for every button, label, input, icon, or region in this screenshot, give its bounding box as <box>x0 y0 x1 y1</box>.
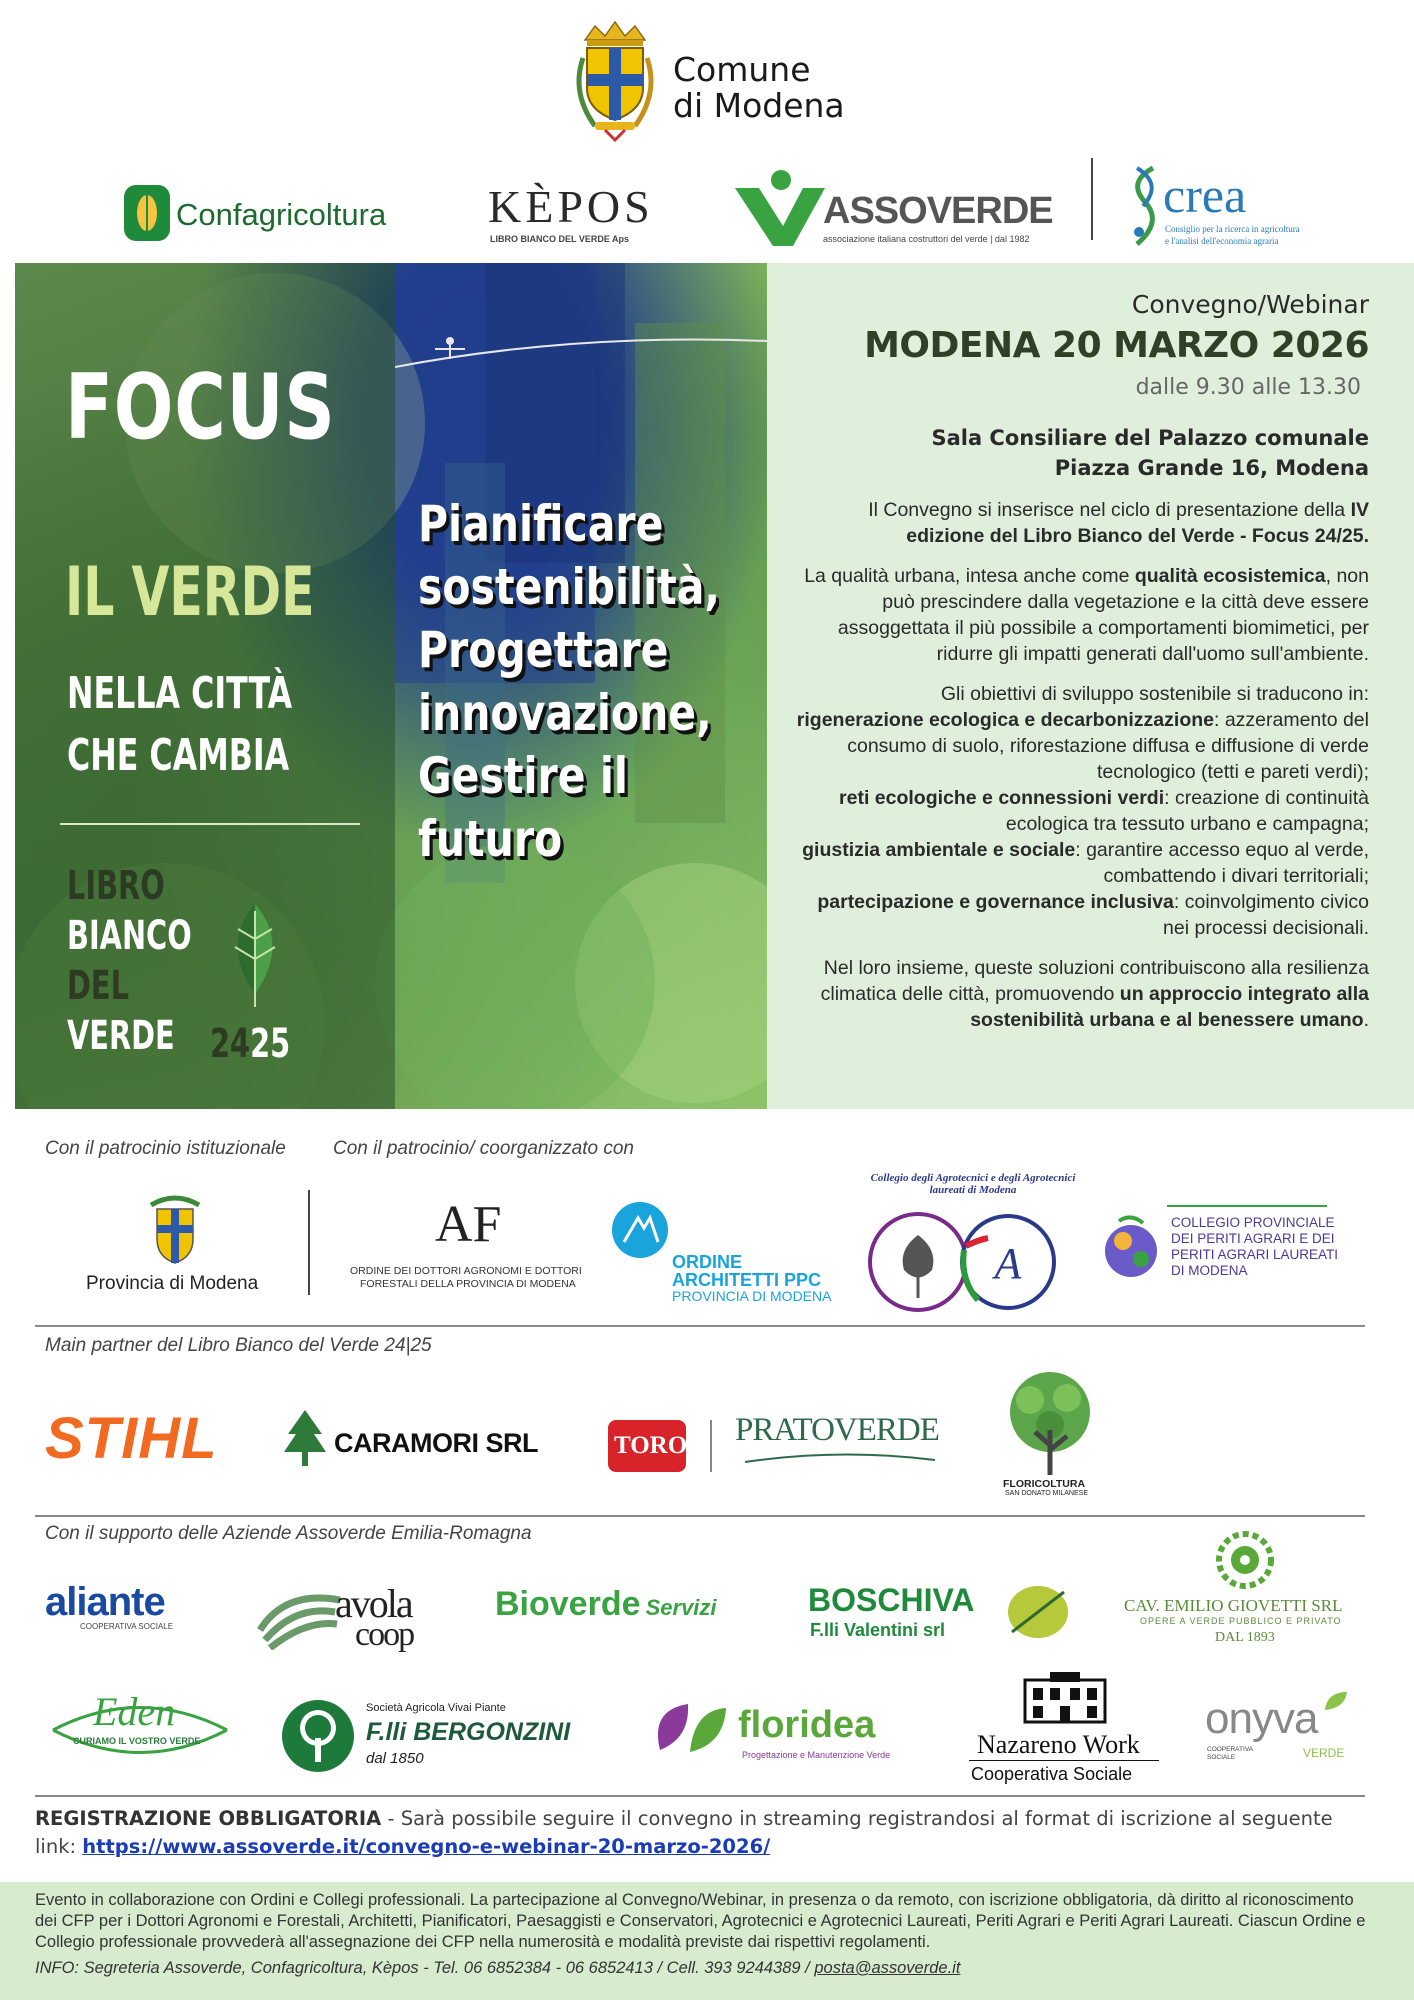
architetti-logo <box>610 1200 840 1305</box>
conclusion-text-c: . <box>1363 1009 1369 1031</box>
pratoverde-swoosh-icon <box>745 1452 935 1468</box>
objective-1-text: : azzeramento del consumo di suolo, riforestazione diffusa e diffusione di verde tecnologico (tetti e pareti verdi); <box>847 709 1369 783</box>
tagline-line-4: innovazione, <box>418 684 712 742</box>
avola-line-1: avola <box>335 1581 412 1626</box>
objective-3-text: : garantire accesso equo al verde, combattendo i divari territoriali; <box>1075 839 1369 887</box>
quality-paragraph <box>789 563 1369 667</box>
onyva-sub-3: VERDE <box>1303 1746 1345 1760</box>
bergonzini-line-1: Società Agricola Vivai Piante <box>366 1702 506 1714</box>
floridea-name: floridea <box>738 1704 876 1746</box>
footer-contacts: INFO: Segreteria Assoverde, Confagricoltura, Kèpos - Tel. 06 6852384 - 06 6852413 / Cell. 393 9244389 / <box>35 1959 815 1977</box>
pratoverde-logo <box>735 1412 945 1472</box>
architetti-line-2: ARCHITETTI PPC <box>672 1270 822 1290</box>
objectives-intro: Gli obiettivi di sviluppo sostenibile si traducono in: <box>940 683 1369 705</box>
assoverde-subtitle: associazione italiana costruttori del verde | dal 1982 <box>823 234 1030 244</box>
onyva-logo <box>1205 1690 1355 1770</box>
tree-icon <box>995 1370 1105 1480</box>
giovetti-line-1: CAV. EMILIO GIOVETTI SRL <box>1124 1596 1343 1615</box>
intro-bold: IV edizione del Libro Bianco del Verde - Focus 24/25. <box>906 499 1369 547</box>
footer-email-link[interactable]: posta@assoverde.it <box>814 1959 961 1977</box>
nazareno-subtitle: Cooperativa Sociale <box>971 1764 1133 1784</box>
crea-subtitle-2: e l'analisi dell'economia agraria <box>1165 236 1279 246</box>
footer-info <box>35 1958 1380 1979</box>
agrotecnici-name: Collegio degli Agrotecnici e degli Agrotecnici laureati di Modena <box>870 1172 1076 1196</box>
boschiva-subtitle: F.lli Valentini srl <box>810 1620 946 1640</box>
top-sponsors-row <box>0 150 1414 260</box>
focus-banner <box>15 263 767 1109</box>
eden-subtitle: CURIAMO IL VOSTRO VERDE <box>73 1736 201 1746</box>
event-venue <box>789 423 1369 483</box>
libro-line-1: LIBRO <box>67 863 165 909</box>
aliante-subtitle: COOPERATIVA SOCIALE <box>80 1622 174 1631</box>
citta-line-2: CHE CAMBIA <box>67 730 290 781</box>
bergonzini-line-3: dal 1850 <box>366 1750 424 1767</box>
agronomi-line-1: ORDINE DEI DOTTORI AGRONOMI E DOTTORI <box>350 1265 582 1277</box>
assoverde-logo <box>733 168 1053 248</box>
label-main-partner: Main partner del Libro Bianco del Verde 24|25 <box>45 1335 432 1356</box>
tagline-line-6: futuro <box>418 810 563 868</box>
event-type: Convegno/Webinar <box>1131 290 1369 319</box>
bioverde-logo <box>495 1585 765 1635</box>
bergonzini-tree-icon <box>280 1698 356 1774</box>
avola-coop-logo <box>255 1580 435 1660</box>
periti-rule <box>1167 1205 1327 1207</box>
floricoltura-logo <box>995 1370 1105 1500</box>
nazareno-work-logo <box>965 1670 1165 1785</box>
crea-subtitle-1: Consiglio per la ricerca in agricoltura <box>1165 224 1300 234</box>
tightrope-walker-icon <box>395 323 767 373</box>
floricoltura-line-1: FLORICOLTURA <box>1003 1478 1086 1490</box>
tagline-line-5: Gestire il <box>418 747 628 805</box>
toro-logo <box>608 1420 694 1472</box>
floridea-logo <box>650 1700 920 1770</box>
giovetti-line-2: OPERE A VERDE PUBBLICO E PRIVATO <box>1140 1616 1342 1626</box>
onyva-sub-1: COOPERATIVA <box>1207 1746 1253 1753</box>
kepos-logo <box>488 180 668 250</box>
footer-cfp-text: Evento in collaborazione con Ordini e Collegi professionali. La partecipazione al Convegno/Webinar, in presenza o da remoto, con iscrizione obbligatoria, dà diritto al riconoscimento dei CFP per i Dottori Agronomi e Forestali, Architetti, Pianificatori, Paesaggisti e Conservatori, Agrotecnici e Agrotecnici Laureati, Periti Agrari e Periti Agrari Laureati. Ciascun Ordine e Collegio professionale provvederà all'assegnazione dei CFP nella numerosità e modalità previste dai rispettivi regolamenti. <box>35 1891 1366 1951</box>
supporters-separator <box>35 1795 1365 1797</box>
libro-bianco-title <box>67 861 192 1061</box>
patronage-divider <box>308 1190 310 1295</box>
modena-crest-icon <box>565 18 665 143</box>
periti-globe-icon <box>1103 1211 1163 1286</box>
agronomi-logo <box>350 1195 600 1295</box>
nazareno-name: Nazareno Work <box>977 1730 1140 1759</box>
event-info-panel <box>767 263 1414 1109</box>
periti-line-4: DI MODENA <box>1171 1263 1248 1278</box>
quality-text-a: La qualità urbana, intesa anche come <box>804 565 1135 587</box>
banner-divider <box>60 823 360 825</box>
floridea-leaf-icon <box>650 1700 730 1760</box>
label-patrocinio-istituzionale: Con il patrocinio istituzionale <box>45 1138 286 1159</box>
libro-line-2: BIANCO <box>67 913 192 959</box>
intro-text: Il Convegno si inserisce nel ciclo di presentazione della <box>868 499 1351 521</box>
bergonzini-logo <box>280 1698 620 1778</box>
caramori-name: CARAMORI SRL <box>334 1428 538 1458</box>
objective-2-text: : creazione di continuità ecologica tra tessuto urbano e campagna; <box>1005 787 1369 835</box>
il-verde-title: IL VERDE <box>65 553 315 632</box>
provincia-modena-logo <box>80 1195 270 1300</box>
patronage-separator <box>35 1325 1365 1327</box>
floricoltura-line-2: SAN DONATO MILANESE <box>1005 1490 1088 1497</box>
provincia-name: Provincia di Modena <box>86 1273 259 1294</box>
crea-helix-icon <box>1125 162 1165 252</box>
comune-line-2: di Modena <box>673 86 845 125</box>
intro-paragraph <box>789 497 1369 549</box>
objectives-paragraph <box>789 681 1369 941</box>
onyva-leaf-icon <box>1323 1690 1349 1712</box>
comune-line-1: Comune <box>673 50 811 89</box>
wheat-icon <box>122 183 172 243</box>
nazareno-rule <box>969 1760 1159 1761</box>
objective-2-title: reti ecologiche e connessioni verdi <box>839 787 1165 809</box>
assoverde-name: ASSOVERDE <box>823 190 1053 232</box>
banner-tagline <box>418 493 720 871</box>
libro-line-3: DEL <box>67 963 129 1009</box>
onyva-sub-2: SOCIALE <box>1207 1754 1236 1761</box>
architetti-line-1: ORDINE <box>672 1252 743 1272</box>
agronomi-af-mark: AF <box>435 1196 502 1253</box>
venue-line-1: Sala Consiliare del Palazzo comunale <box>931 426 1369 450</box>
architetti-line-3: PROVINCIA DI MODENA <box>672 1288 832 1304</box>
svg-text:A: A <box>994 1239 1022 1288</box>
aliante-logo <box>45 1580 195 1640</box>
citta-line-1: NELLA CITTÀ <box>67 668 293 719</box>
citta-subtitle <box>67 663 292 787</box>
avola-line-2: coop <box>355 1616 414 1653</box>
crea-logo <box>1125 162 1325 252</box>
conclusion-paragraph <box>789 955 1369 1033</box>
objective-3-title: giustizia ambientale e sociale <box>802 839 1076 861</box>
edition-year <box>210 1021 290 1067</box>
objective-1-title: rigenerazione ecologica e decarbonizzazione <box>796 709 1214 731</box>
pine-tree-icon <box>280 1408 330 1468</box>
caramori-logo <box>280 1408 580 1468</box>
onyva-name: onyva <box>1205 1694 1318 1743</box>
crea-name: crea <box>1163 167 1247 223</box>
event-info-content <box>789 289 1369 1033</box>
periti-line-1: COLLEGIO PROVINCIALE <box>1171 1215 1335 1230</box>
sponsor-divider <box>1091 158 1093 240</box>
confagricoltura-logo <box>122 183 422 243</box>
agrotecnici-logo <box>868 1172 1088 1317</box>
leaf-icon <box>220 899 290 1009</box>
bioverde-name: Bioverde <box>495 1585 641 1623</box>
architetti-icon <box>610 1200 670 1260</box>
label-patrocinio-coorganizzato: Con il patrocinio/ coorganizzato con <box>333 1138 635 1159</box>
focus-title: FOCUS <box>65 355 336 460</box>
registration-notice <box>35 1805 1375 1861</box>
periti-line-3: PERITI AGRARI LAUREATI <box>1171 1247 1339 1262</box>
label-supporto-aziende: Con il supporto delle Aziende Assoverde Emilia-Romagna <box>45 1523 532 1544</box>
event-time: dalle 9.30 alle 13.30 <box>1135 375 1361 400</box>
libro-line-4: VERDE <box>67 1013 175 1059</box>
boschiva-name: BOSCHIVA <box>808 1582 975 1618</box>
toro-name: TORO. <box>614 1432 694 1459</box>
giovetti-line-3: DAL 1893 <box>1215 1630 1275 1645</box>
tagline-line-1: Pianificare <box>418 495 664 553</box>
stihl-logo: STIHL <box>45 1406 218 1471</box>
event-date: MODENA 20 MARZO 2026 <box>864 325 1369 366</box>
boschiva-logo <box>808 1580 1073 1650</box>
registration-text: - Sarà possibile seguire il convegno in streaming registrandosi al format di iscrizione al seguente link: <box>35 1807 1333 1858</box>
agronomi-line-2: FORESTALI DELLA PROVINCIA DI MODENA <box>360 1278 576 1290</box>
quality-text-c: , non può prescindere dalla vegetazione e la città deve essere assoggettata il più possibile a comportamenti biomimetici, per ridurre gli impatti generati dall'uomo sull'ambiente. <box>837 565 1369 665</box>
registration-title: REGISTRAZIONE OBBLIGATORIA <box>35 1807 382 1830</box>
kepos-subtitle: LIBRO BIANCO DEL VERDE Aps <box>490 234 630 244</box>
conclusion-bold: un approccio integrato alla sostenibilità urbana e al benessere umano <box>970 983 1369 1031</box>
bergonzini-line-2: F.lli BERGONZINI <box>366 1718 571 1746</box>
confagricoltura-name: Confagricoltura <box>176 197 387 232</box>
objective-4-title: partecipazione e governance inclusiva <box>817 891 1174 913</box>
tagline-line-2: sostenibilità, <box>418 558 720 616</box>
tagline-line-3: Progettare <box>418 621 669 679</box>
comune-di-modena-logo <box>565 18 865 143</box>
boschiva-leaf-icon <box>1006 1582 1070 1642</box>
registration-link[interactable]: https://www.assoverde.it/convegno-e-webinar-20-marzo-2026/ <box>82 1835 771 1858</box>
conclusion-text-a: Nel loro insieme, queste soluzioni contribuiscono alla resilienza climatica delle città, promuovendo <box>820 957 1369 1005</box>
building-icon <box>1020 1670 1110 1725</box>
year-end: 25 <box>250 1021 291 1067</box>
giovetti-mandala-icon <box>1215 1530 1275 1590</box>
agrotecnici-seals-icon <box>868 1210 1088 1315</box>
assoverde-v-icon <box>733 168 828 248</box>
eden-name: Eden <box>93 1689 176 1734</box>
avola-brush-icon <box>255 1590 345 1650</box>
kepos-name: KÈPOS <box>488 181 654 232</box>
giovetti-logo <box>1120 1530 1370 1650</box>
venue-line-2: Piazza Grande 16, Modena <box>1054 456 1369 480</box>
provincia-crest-icon <box>145 1195 205 1265</box>
eden-logo <box>45 1690 235 1775</box>
year-start: 24 <box>210 1021 251 1067</box>
aliante-name: aliante <box>45 1580 165 1624</box>
periti-line-2: DEI PERITI AGRARI E DEI <box>1171 1231 1335 1246</box>
objective-4-text: : coinvolgimento civico nei processi decisionali. <box>1163 891 1369 939</box>
quality-bold: qualità ecosistemica <box>1134 565 1326 587</box>
floridea-subtitle: Progettazione e Manutenzione Verde <box>742 1750 891 1760</box>
pratoverde-name: PRATOVERDE <box>735 1412 939 1448</box>
toro-divider <box>710 1420 712 1472</box>
bioverde-servizi: Servizi <box>645 1595 717 1620</box>
periti-agrari-logo <box>1103 1205 1339 1290</box>
partners-separator <box>35 1515 1365 1517</box>
comune-name <box>673 52 845 124</box>
footer <box>0 1882 1414 2000</box>
